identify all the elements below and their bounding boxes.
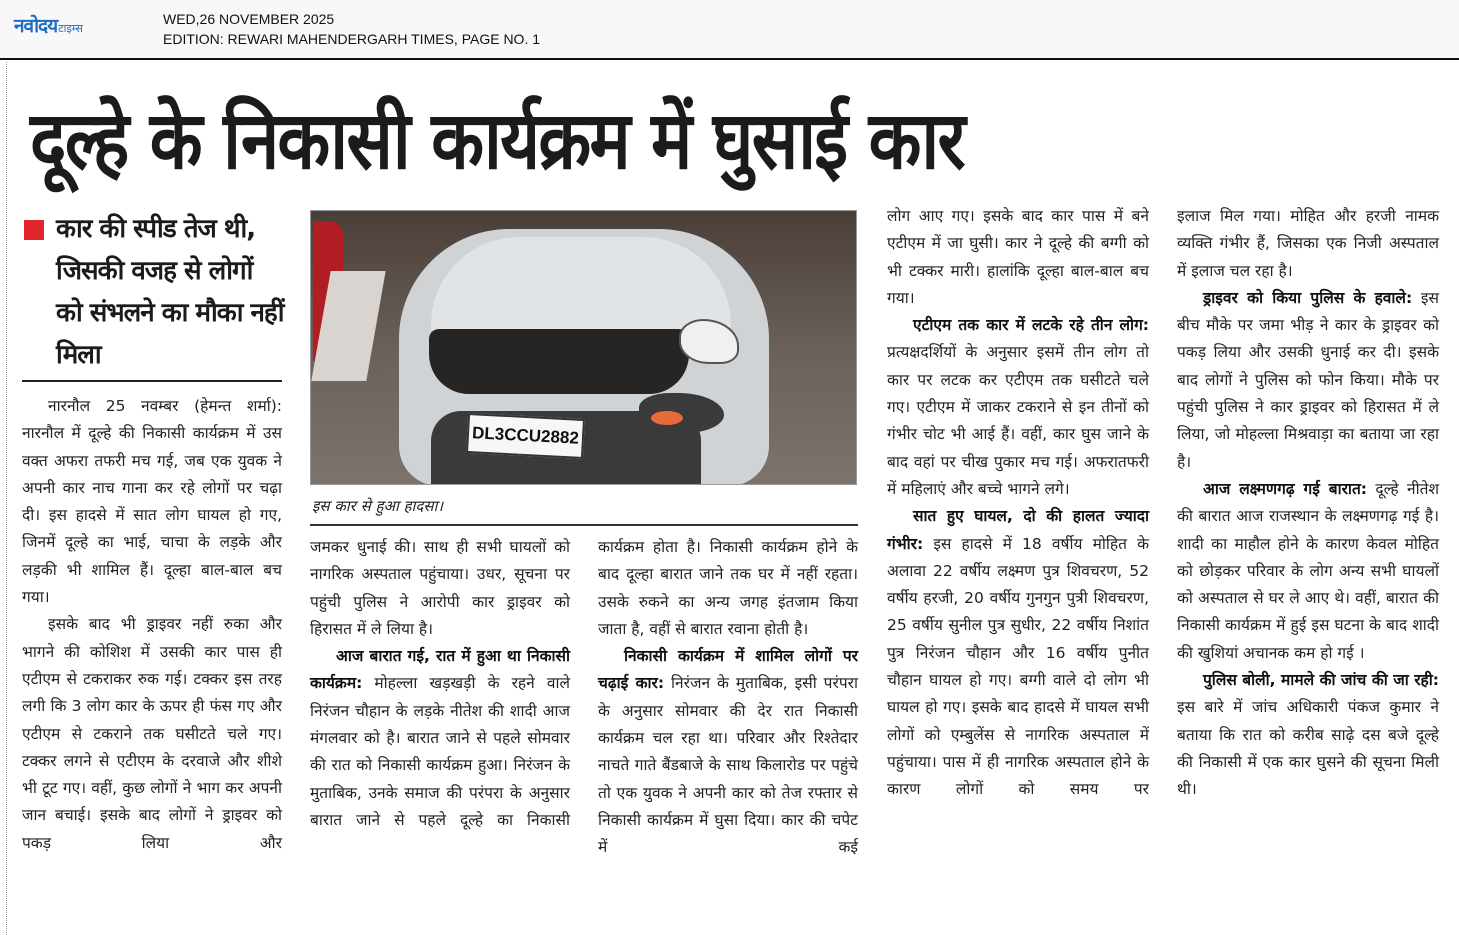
paragraph: जमकर धुनाई की। साथ ही सभी घायलों को नागरिक अस्पताल पहुंचाया। उधर, सूचना पर पहुंची पुलिस ने आरोपी कार ड्राइवर को हिरासत में ले लिया है। — [310, 538, 570, 638]
article-photo-car — [310, 210, 857, 485]
paragraph: नारनौल 25 नवम्बर (हेमन्त शर्मा): नारनौल में दूल्हे की निकासी कार्यक्रम में उस वक्त अफरा तफरी मच गई, जब एक युवक ने अपनी कार नाच गाना कर रहे लोगों पर चढ़ा दी। इस हादसे में सात लोग घायल हो गए, जिनमें दूल्हे का भाई, चाचा के लड़के और लड़की भी शामिल हैं। दूल्हा बाल-बाल बच गया। — [22, 397, 282, 607]
inline-subheading: निकासी कार्यक्रम में शामिल लोगों पर चढ़ाई कार: — [598, 647, 858, 693]
inline-subheading: एटीएम तक कार में लटके रहे तीन लोग: — [913, 316, 1149, 335]
inline-subheading: पुलिस बोली, मामले की जांच की जा रही: — [1203, 671, 1439, 690]
paragraph: इलाज मिल गया। मोहित और हरजी नामक व्यक्ति गंभीर हैं, जिसका एक निजी अस्पताल में इलाज चल रहा है। — [1177, 207, 1439, 280]
paragraph-with-subheading — [887, 503, 1149, 803]
paragraph-body: दूल्हे नीतेश की बारात आज राजस्थान के लक्ष्मणगढ़ गई है। शादी का माहौल होने के कारण केवल मोहित को छोड़कर परिवार के लोग अन्य सभी घायलों को अस्पताल से घर ले आए थे। वहीं, बारात की निकासी कार्यक्रम में हुई इस घटना के बाद शादी की खुशियां अचानक कम हो गई । — [1177, 479, 1439, 662]
edition-header-bar — [0, 0, 1459, 60]
subhead-divider — [22, 380, 282, 382]
article-column-1 — [22, 393, 282, 857]
paragraph-body: मोहल्ला खड़खड़ी के रहने वाले निरंजन चौहान के लड़के नीतेश की शादी आज मंगलवार को है। बारात जाने से पहले सोमवार की रात को निकासी कार्यक्रम हुआ। निरंजन के मुताबिक, उनके समाज की परंपरा के अनुसार बारात जाने से पहले दूल्हे का निकासी — [310, 674, 570, 829]
edition-date: WED,26 NOVEMBER 2025 — [163, 11, 335, 27]
article-column-2 — [310, 534, 570, 834]
paragraph-body: इस बारे में जांच अधिकारी पंकज कुमार ने बताया कि रात को करीब साढ़े दस बजे दूल्हे की निकासी में एक कार घुसने की सूचना मिली थी। — [1177, 698, 1439, 799]
paragraph-body: प्रत्यक्षदर्शियों के अनुसार इसमें तीन लोग तो कार पर लटक कर एटीएम तक घसीटते चले गए। एटीएम में जाकर टकराने से इन तीनों को गंभीर चोट भी आई हैं। वहीं, कार घुस जाने के बाद वहां पर चीख पुकार मच गई। अफरातफरी में महिलाएं और बच्चे भागने लगे। — [887, 343, 1149, 498]
logo-main-text: नवोदय — [14, 15, 58, 37]
paragraph: इसके बाद भी ड्राइवर नहीं रुका और भागने की कोशिश में उसकी कार पास ही एटीएम से टकराकर रुक गई। टक्कर इस तरह लगी कि 3 लोग कार के ऊपर ही फंस गए और एटीएम से टकराने तक घसीटते चले गए। टक्कर लगने से एटीएम के दरवाजे और शीशे भी टूट गए। वहीं, कुछ लोगों ने भाग कर अपनी जान बचाई। इसके बाद लोगों ने ड्राइवर को पकड़ लिया और — [22, 615, 282, 852]
photo-car-grille — [429, 329, 689, 394]
paragraph-with-subheading — [598, 643, 858, 861]
caption-divider — [310, 524, 858, 526]
inline-subheading: सात हुए घायल, दो की हालत ज्यादा गंभीर: — [887, 507, 1149, 553]
page-left-margin-rule — [6, 62, 7, 935]
paragraph: लोग आए गए। इसके बाद कार पास में बने एटीएम में जा घुसी। कार ने दूल्हे की बग्गी को भी टक्कर मारी। हालांकि दूल्हा बाल-बाल बच गया। — [887, 207, 1149, 307]
paragraph-with-subheading — [887, 312, 1149, 503]
article-column-4 — [887, 203, 1149, 804]
paragraph-with-subheading — [310, 643, 570, 834]
inline-subheading: ड्राइवर को किया पुलिस के हवाले: — [1203, 288, 1413, 307]
article-column-5 — [1177, 203, 1439, 804]
paragraph-with-subheading — [1177, 667, 1439, 803]
article-column-3 — [598, 534, 858, 862]
photo-car-indicator — [651, 411, 683, 425]
photo-license-plate: DL3CCU2882 — [466, 413, 585, 459]
paragraph-body: निरंजन के मुताबिक, इसी परंपरा के अनुसार सोमवार की देर रात निकासी कार्यक्रम चल रहा था। परिवार और रिश्तेदार नाचते गाते बैंडबाजे के साथ किलारोड पर पहुंचे तो एक युवक ने अपनी कार को तेज रफ्तार से निकासी कार्यक्रम में घुसा दिया। कार की चपेट में कई — [598, 674, 858, 857]
newspaper-logo[interactable] — [14, 12, 83, 38]
subheadline-text: कार की स्पीड तेज थी, जिसकी वजह से लोगों को संभलने का मौका नहीं मिला — [56, 214, 284, 370]
photo-car-foglight — [639, 393, 724, 433]
edition-name: EDITION: REWARI MAHENDERGARH TIMES, PAGE NO. 1 — [163, 31, 541, 47]
paragraph: कार्यक्रम होता है। निकासी कार्यक्रम होने के बाद दूल्हा बारात जाने तक घर में नहीं रहता। उसके रुकने का अन्य जगह इंतजाम किया जाता है, वहीं से बारात रवाना होती है। — [598, 538, 858, 638]
paragraph-body: इस हादसे में 18 वर्षीय मोहित के अलावा 22 वर्षीय लक्ष्मण पुत्र शिवचरण, 52 वर्षीय हरजी, 20 वर्षीय गुनगुन पुत्री शिवचरण, 25 वर्षीय सुनील पुत्र सुधीर, 22 वर्षीय निशांत पुत्र निरंजन चौहान और 16 वर्षीय पुनीत चौहान घायल हो गए। बग्गी वाले दो लोग भी घायल हो गए। इसके बाद हादसे में घायल सभी लोगों को एम्बुलेंस से नागरिक अस्पताल में पहुंचाया। पास में ही नागरिक अस्पताल होने के कारण लोगों को समय पर — [887, 534, 1149, 799]
logo-sub-text: टाइम्स — [58, 22, 83, 35]
paragraph-body: इस बीच मौके पर जमा भीड़ ने कार के ड्राइवर को पकड़ लिया और उसकी धुनाई कर दी। इसके बाद लोगों ने पुलिस को फोन किया। मौके पर पहुंची पुलिस ने कार ड्राइवर को हिरासत में ले लिया, जो मोहल्ला मिश्रवाड़ा का बताया जा रहा है। — [1177, 288, 1440, 471]
inline-subheading: आज बारात गई, रात में हुआ था निकासी कार्यक्रम: — [310, 647, 570, 693]
photo-caption: इस कार से हुआ हादसा। — [312, 497, 444, 515]
article-subheadline — [24, 208, 286, 376]
article-headline: दूल्हे के निकासी कार्यक्रम में घुसाई कार — [30, 94, 964, 187]
inline-subheading: आज लक्ष्मणगढ़ गई बारात: — [1203, 479, 1367, 498]
edition-meta — [163, 9, 540, 49]
paragraph-with-subheading — [1177, 476, 1439, 667]
red-square-bullet-icon — [24, 220, 44, 240]
paragraph-with-subheading — [1177, 285, 1439, 476]
